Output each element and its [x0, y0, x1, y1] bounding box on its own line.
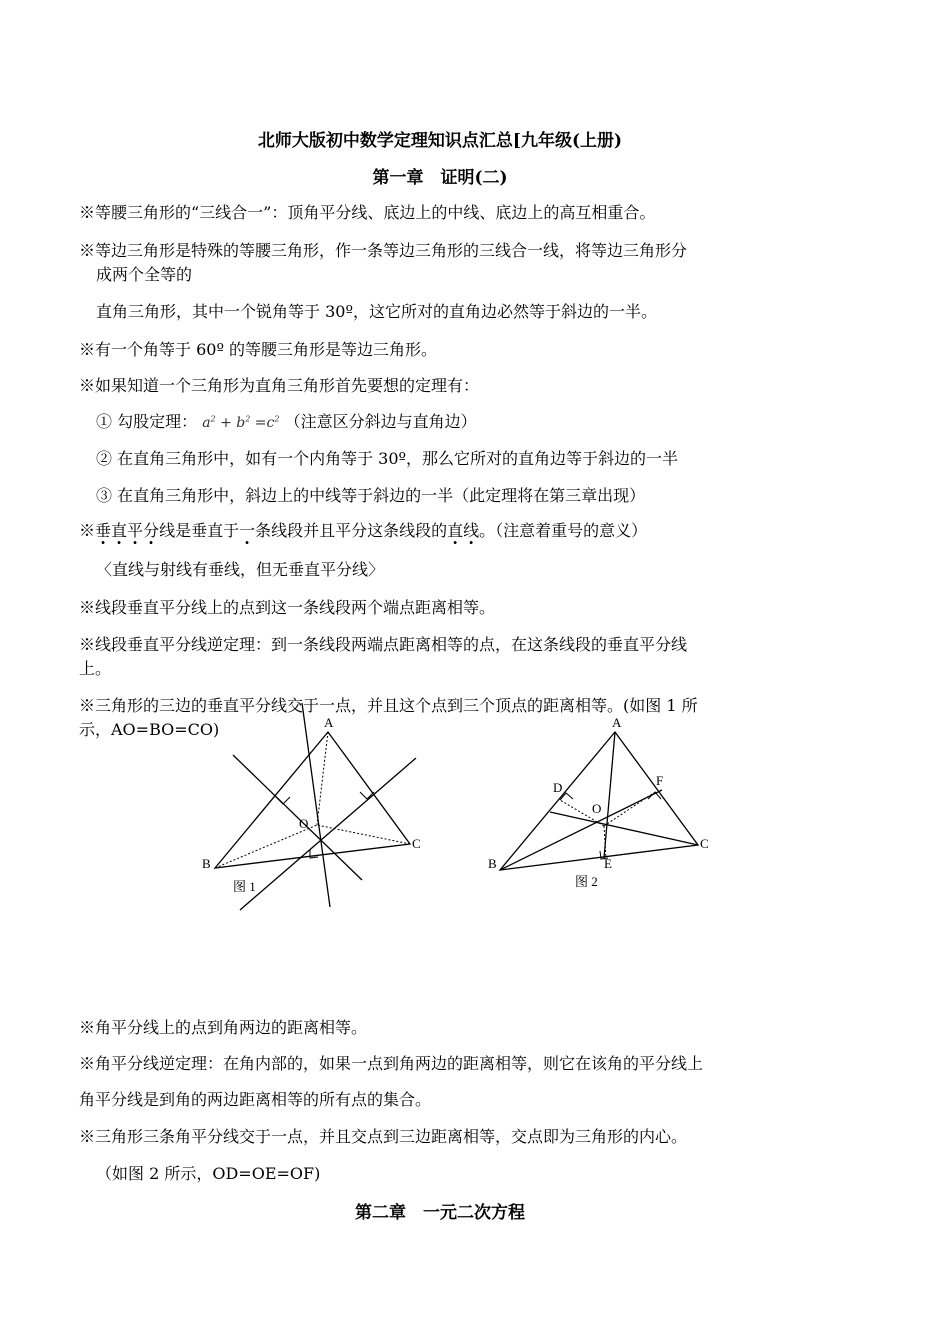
pythagorean-line [96, 409, 477, 432]
perp-bisector-ac [240, 758, 416, 910]
text-line: ※三角形的三边的垂直平分线交于一点，并且这个点到三个顶点的距离相等。(如图 1 所 [79, 696, 698, 715]
text-span: ① 勾股定理： [96, 412, 198, 431]
text-line: ※角平分线上的点到角两边的距离相等。 [79, 1018, 368, 1037]
label-a: A [612, 715, 622, 730]
emphasis-char: 一 [239, 521, 256, 540]
figure-1-circumcenter [180, 700, 450, 915]
emphasis-char: 分 [143, 521, 160, 540]
label-d: D [553, 780, 563, 795]
figure-2-caption: 图 2 [575, 874, 598, 889]
text-line: （如图 2 所示，OD=OE=OF) [96, 1164, 321, 1183]
text-line: ※等边三角形是特殊的等腰三角形，作一条等边三角形的三线合一线，将等边三角形分 [79, 241, 688, 260]
text-line: 上。 [79, 659, 112, 678]
emphasis-char: 直 [447, 521, 464, 540]
text-line: ※线段垂直平分线逆定理：到一条线段两端点距离相等的点，在这条线段的垂直平分线 [79, 635, 688, 654]
text-line: ※有一个角等于 60º 的等腰三角形是等边三角形。 [79, 340, 438, 359]
text-span: （注意区分斜边与直角边） [284, 412, 477, 431]
label-e: E [604, 856, 612, 871]
label-c: C [412, 836, 421, 851]
segment-co [317, 825, 410, 844]
pythagorean-formula: $a^2 + b^2 =c^2$ [202, 414, 280, 431]
label-o: O [299, 816, 309, 831]
text-line: ※如果知道一个三角形为直角三角形首先要想的定理有： [79, 376, 480, 395]
text-line: 成两个全等的 [96, 265, 193, 284]
text-line: ※角平分线逆定理：在角内部的，如果一点到角两边的距离相等，则它在该角的平分线上 [79, 1054, 704, 1073]
angle-bisector-a [604, 732, 615, 858]
emphasis-char: 直 [111, 521, 128, 540]
text-line: 示，AO=BO=CO) [79, 720, 220, 739]
figure-1-caption: 图 1 [233, 879, 256, 894]
text-line: 〈直线与射线有垂线，但无垂直平分线〉 [96, 560, 385, 579]
text-line: ※等腰三角形的“三线合一”：顶角平分线、底边上的中线、底边上的高互相重合。 [79, 203, 656, 222]
angle-bisector-b [500, 790, 662, 870]
label-b: B [202, 856, 211, 871]
text-line: ② 在直角三角形中，如有一个内角等于 30º，那么它所对的直角边等于斜边的一半 [96, 449, 679, 468]
figure-2-incenter [480, 700, 730, 900]
segment-ao [317, 732, 328, 825]
angle-bisector-c [550, 812, 698, 845]
emphasis-char: 平 [127, 521, 144, 540]
perp-bisector-bc [302, 703, 330, 907]
text-line: ※线段垂直平分线上的点到这一条线段两个端点距离相等。 [79, 598, 496, 617]
chapter-2-heading: 第二章 一元二次方程 [355, 1203, 525, 1223]
segment-of [604, 794, 652, 826]
label-c: C [700, 836, 709, 851]
emphasis-char: 垂 [95, 521, 112, 540]
text-line: 直角三角形，其中一个锐角等于 30º，这它所对的直角边必然等于斜边的一半。 [96, 302, 657, 321]
text-line: ※三角形三条角平分线交于一点，并且交点到三边距离相等，交点即为三角形的内心。 [79, 1127, 688, 1146]
text-line: ③ 在直角三角形中，斜边上的中线等于斜边的一半（此定理将在第三章出现） [96, 486, 646, 505]
text-line: 角平分线是到角的两边距离相等的所有点的集合。 [79, 1090, 432, 1109]
chapter-1-heading: 第一章 证明(二) [372, 168, 508, 188]
label-b: B [488, 856, 497, 871]
label-o: O [592, 801, 602, 816]
perpendicular-bisector-definition: ※垂直平分线是垂直于一条线段并且平分这条线段的直线。（注意着重号的意义） [79, 521, 648, 540]
perp-bisector-ab [233, 755, 362, 880]
label-a: A [324, 715, 334, 730]
label-f: F [656, 773, 664, 788]
emphasis-char: 线 [463, 521, 480, 540]
document-title: 北师大版初中数学定理知识点汇总[九年级(上册) [257, 131, 623, 151]
